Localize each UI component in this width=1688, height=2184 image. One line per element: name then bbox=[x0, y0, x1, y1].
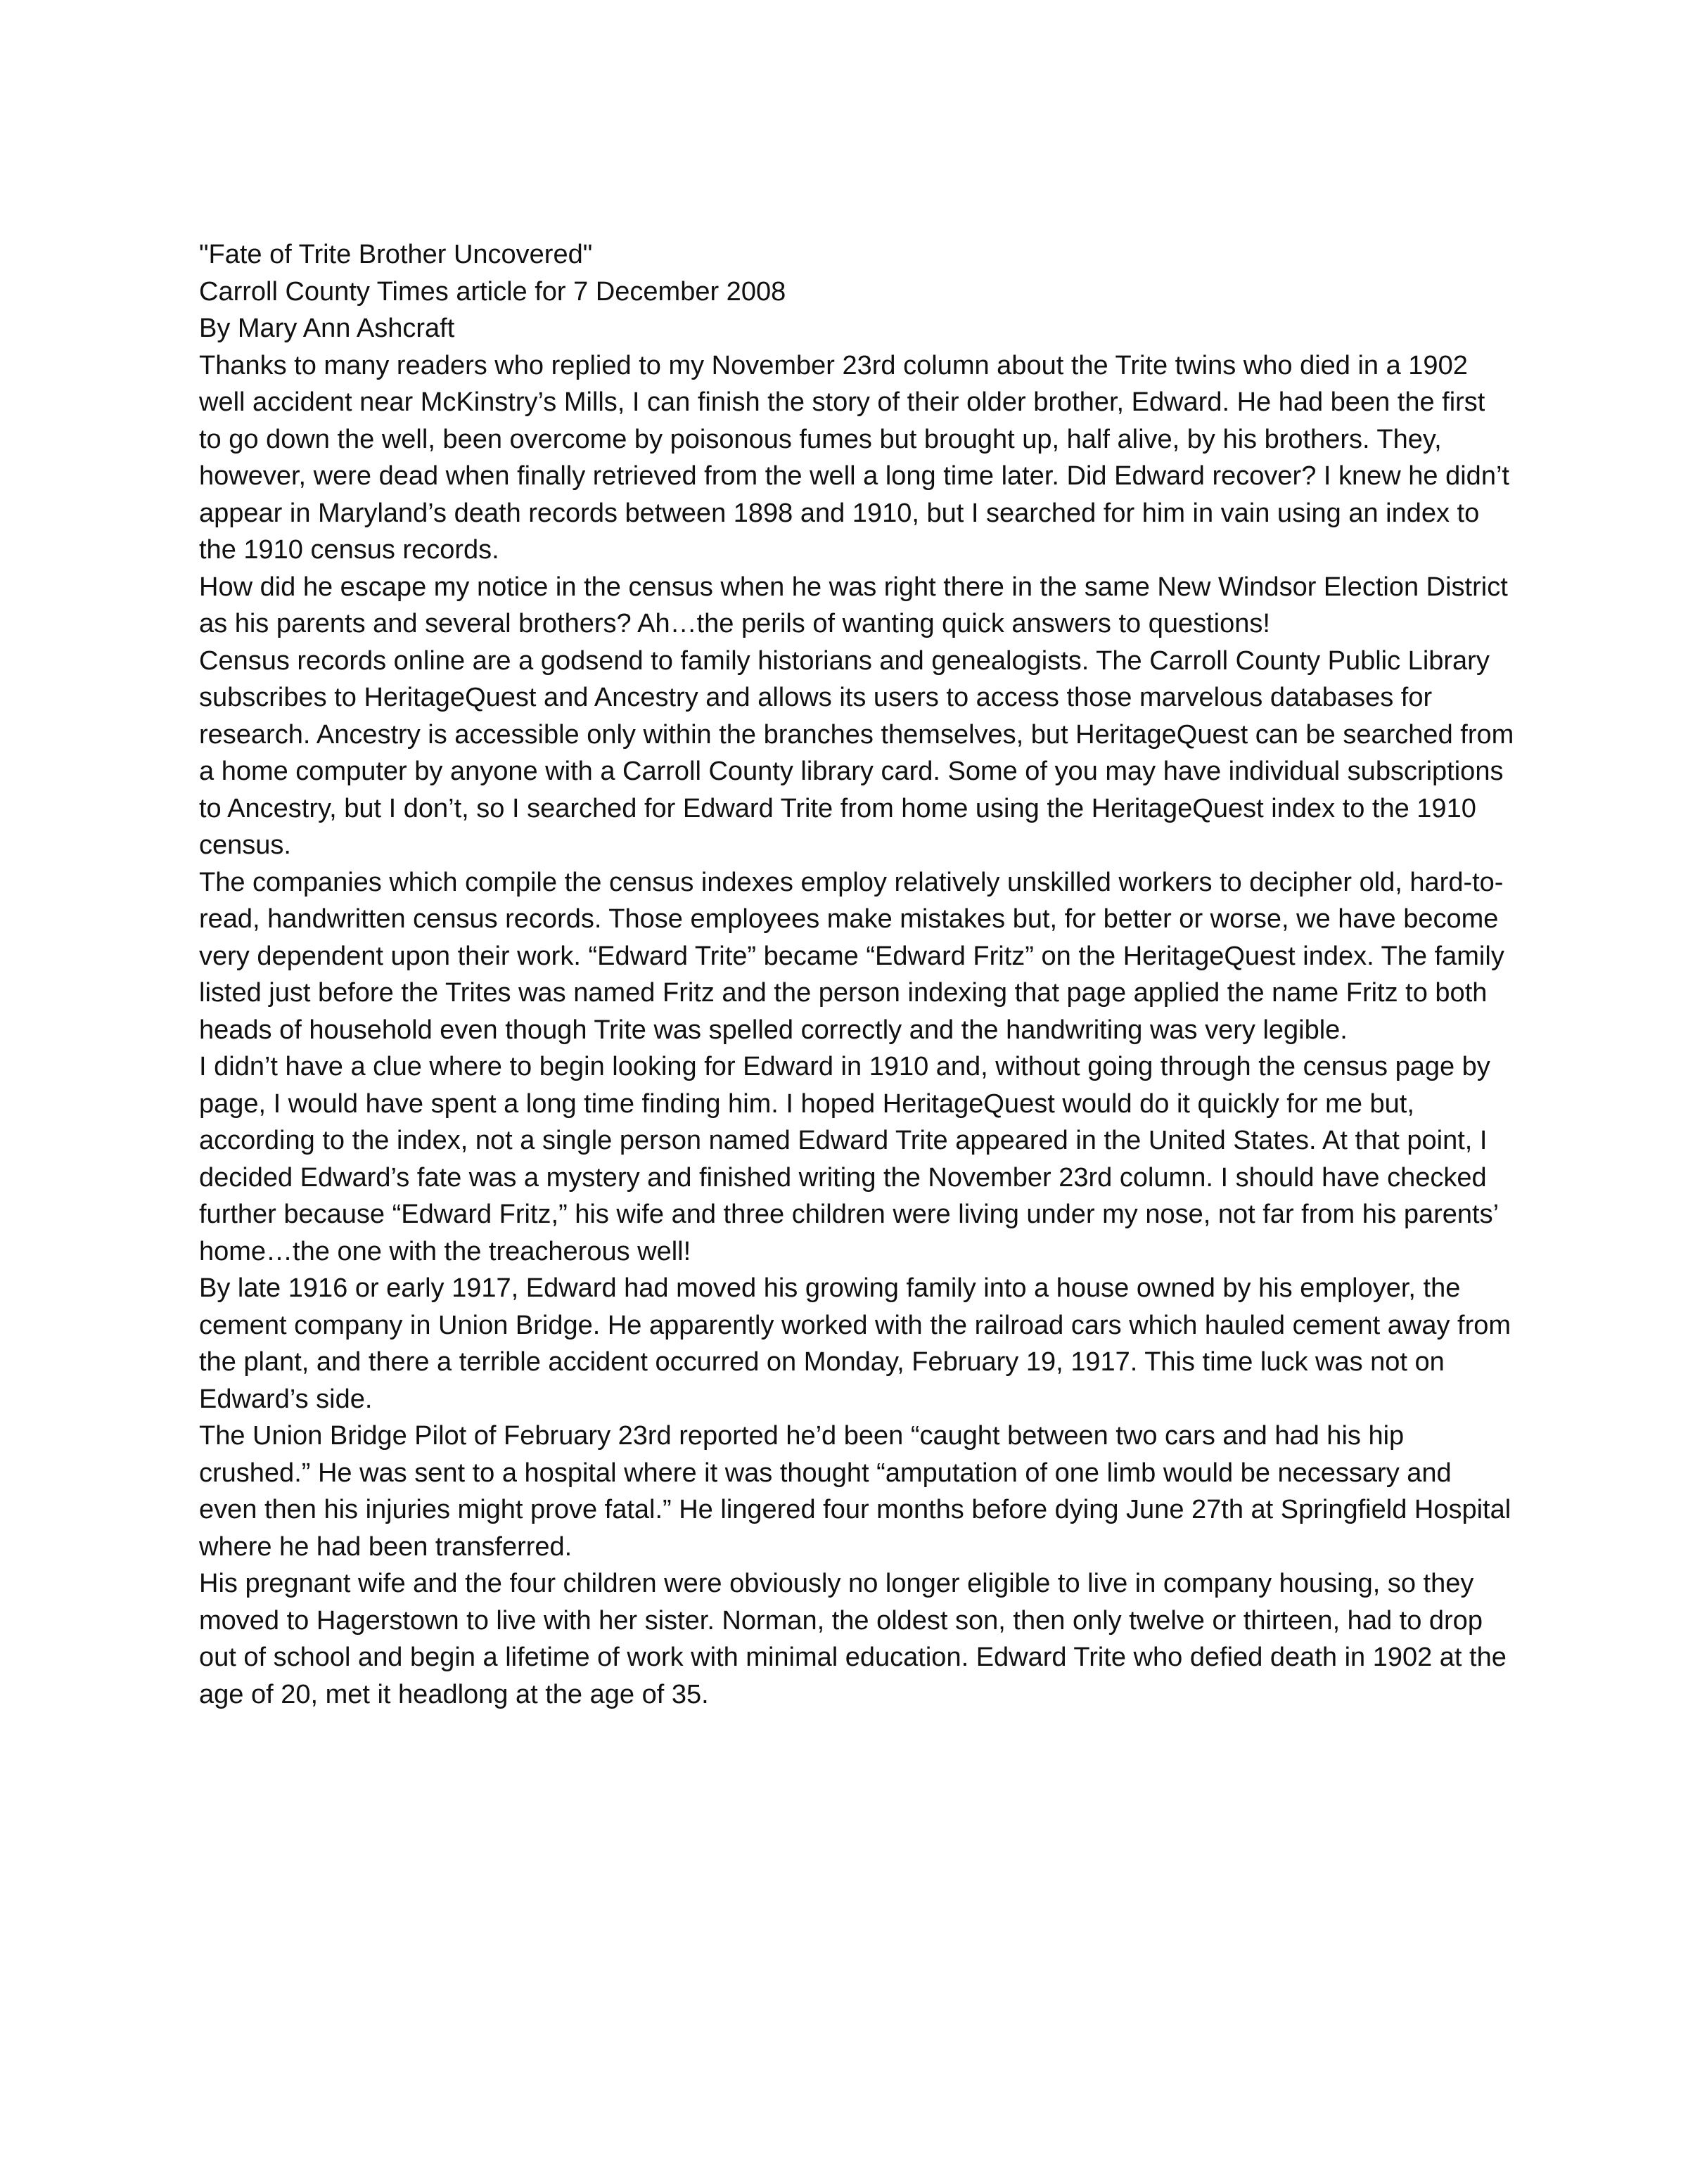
paragraph: I didn’t have a clue where to begin looking for Edward in 1910 and, without going through the census page by page, I would have spent a long time finding him. I hoped HeritageQuest would do it quickly for me but, according to the index, not a single person named Edward Trite appeared in the United States. At that point, I decided Edward’s fate was a mystery and finished writing the November 23rd column. I should have checked further because “Edward Fritz,” his wife and three children were living under my nose, not far from his parents’ home…the one with the treacherous well! bbox=[199, 1052, 1498, 1266]
paragraph: Thanks to many readers who replied to my November 23rd column about the Trite twins who died in a 1902 well accident near McKinstry’s Mills, I can finish the story of their older brother, Edward. He had been the first to go down the well, been overcome by poisonous fumes but brought up, half alive, by his brothers. They, however, were dead when finally retrieved from the well a long time later. Did Edward recover? I knew he didn’t appear in Maryland’s death records between 1898 and 1910, but I searched for him in vain using an index to the 1910 census records. bbox=[199, 350, 1509, 565]
paragraph: By late 1916 or early 1917, Edward had moved his growing family into a house owned by his employer, the cement company in Union Bridge. He apparently worked with the railroad cars which hauled cement away from the plant, and there a terrible accident occurred on Monday, February 19, 1917. This time luck was not on Edward’s side. bbox=[199, 1273, 1511, 1414]
paragraph: The companies which compile the census indexes employ relatively unskilled workers to decipher old, hard-to-read, handwritten census records. Those employees make mistakes but, for better or worse, we have become very dependent upon their work. “Edward Trite” became “Edward Fritz” on the HeritageQuest index. The family listed just before the Trites was named Fritz and the person indexing that page applied the name Fritz to both heads of household even though Trite was spelled correctly and the handwriting was very legible. bbox=[199, 867, 1504, 1045]
paragraph: His pregnant wife and the four children were obviously no longer eligible to live in company housing, so they moved to Hagerstown to live with her sister. Norman, the oldest son, then only twelve or thirteen, had to drop out of school and begin a lifetime of work with minimal education. Edward Trite who defied death in 1902 at the age of 20, met it headlong at the age of 35. bbox=[199, 1569, 1507, 1709]
paragraph: Census records online are a godsend to family historians and genealogists. The Carroll County Public Library subscribes to HeritageQuest and Ancestry and allows its users to access those marvelous databases for research. Ancestry is accessible only within the branches themselves, but HeritageQuest can be searched from a home computer by anyone with a Carroll County library card. Some of you may have individual subscriptions to Ancestry, but I don’t, so I searched for Edward Trite from home using the HeritageQuest index to the 1910 census. bbox=[199, 645, 1514, 860]
paragraph: How did he escape my notice in the census when he was right there in the same New Windsor Election District as his parents and several brothers? Ah…the perils of wanting quick answers to questions! bbox=[199, 572, 1508, 638]
article-byline: By Mary Ann Ashcraft bbox=[199, 314, 455, 343]
article-publication: Carroll County Times article for 7 December 2008 bbox=[199, 276, 786, 307]
article-title: "Fate of Trite Brother Uncovered" bbox=[199, 240, 593, 269]
article-body bbox=[199, 236, 1514, 1713]
paragraph: The Union Bridge Pilot of February 23rd reported he’d been “caught between two cars and had his hip crushed.” He was sent to a hospital where it was thought “amputation of one limb would be necessary and even then his injuries might prove fatal.” He lingered four months before dying June 27th at Springfield Hospital where he had been transferred. bbox=[199, 1421, 1511, 1562]
